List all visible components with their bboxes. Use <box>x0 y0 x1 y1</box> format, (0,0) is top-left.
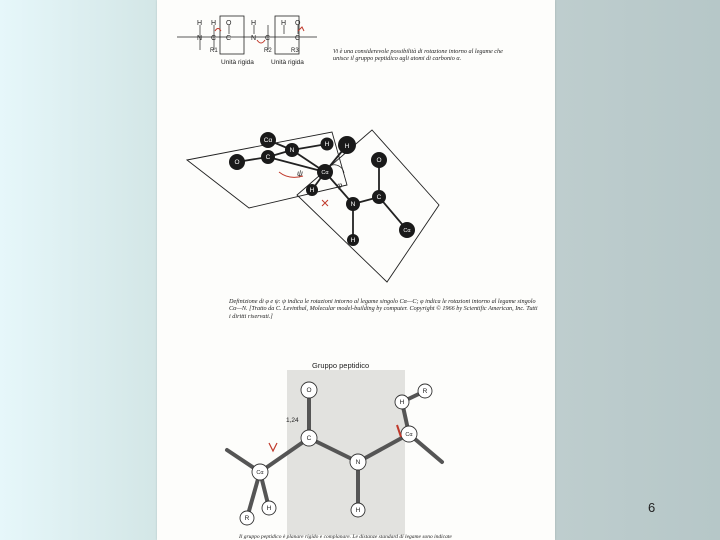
atom-n: N <box>197 35 203 42</box>
atom-c-alpha: Cα <box>321 170 329 176</box>
atom-o: O <box>226 20 232 27</box>
atom-c: C <box>211 35 217 42</box>
atom-h: H <box>344 143 350 150</box>
atom-h: H <box>355 507 361 514</box>
r-group-label: R3 <box>291 48 299 54</box>
peptide-group-diagram <box>227 361 442 535</box>
atom-o: O <box>306 387 312 394</box>
atom-h: H <box>399 399 405 406</box>
atom-c: C <box>265 35 271 42</box>
rigid-unit-label: Unità rigida <box>271 59 304 66</box>
atom-h: H <box>309 187 315 194</box>
document-figures <box>157 0 555 540</box>
atom-h: H <box>281 20 287 27</box>
atom-c: C <box>295 35 301 42</box>
atom-c: C <box>226 35 232 42</box>
backbone-diagram <box>177 16 317 66</box>
red-annotation-mark <box>257 40 265 43</box>
r-group-label: R1 <box>210 48 218 54</box>
atom-o: O <box>295 20 301 27</box>
red-annotation-mark <box>322 200 328 206</box>
atom-o: O <box>376 157 382 164</box>
psi-symbol: ψ <box>297 169 303 178</box>
rigid-unit-label: Unità rigida <box>221 59 254 66</box>
bond-length-label: 1,24 <box>286 417 299 424</box>
atom-o: O <box>234 159 240 166</box>
atom-n: N <box>251 35 257 42</box>
atom-c-alpha: Cα <box>403 228 411 234</box>
phi-psi-diagram <box>187 130 439 282</box>
peptide-bottom-caption: Il gruppo peptidico è planare rigido e complanare. Le distanze standard di legame sono indicate <box>239 534 452 540</box>
atom-n: N <box>289 147 295 154</box>
atom-h: H <box>251 20 257 27</box>
scanned-document-page <box>157 0 555 540</box>
atom-h: H <box>324 141 330 148</box>
atom-h: H <box>211 20 217 27</box>
atom-h: H <box>197 20 203 27</box>
peptide-group-title: Gruppo peptidico <box>312 361 370 370</box>
atom-c-alpha: Cα <box>256 470 264 476</box>
atom-c-alpha: Cα <box>263 137 273 144</box>
atom-r: R <box>422 388 428 395</box>
phi-symbol: φ <box>337 181 343 190</box>
atom-c: C <box>376 194 382 201</box>
atom-n: N <box>350 201 356 208</box>
atom-n: N <box>355 459 361 466</box>
atom-c: C <box>265 154 271 161</box>
phi-psi-caption: Definizione di φ e ψ: ψ indica le rotazioni intorno al legame singolo Cα—C; φ indica le rotazioni intorno al legame singolo Cα—N. [Tratto da C. Levinthal, Molecular model-building by computer. Copyright © 1966 by Scientific American, Inc. Tutti i diritti riservati.] <box>229 298 538 320</box>
atom-c-alpha: Cα <box>405 432 413 438</box>
backbone-caption: Vi è una considerevole possibilità di rotazione intorno al legame che unisce il gruppo peptidico agli atomi di carbonio α. <box>333 48 503 63</box>
slide-page-number: 6 <box>648 500 656 515</box>
r-group-label: R2 <box>264 48 272 54</box>
atom-h: H <box>350 237 356 244</box>
atom-h: H <box>266 505 272 512</box>
atom-r: R <box>244 515 250 522</box>
red-annotation-mark <box>269 443 277 451</box>
atom-c: C <box>306 435 312 442</box>
